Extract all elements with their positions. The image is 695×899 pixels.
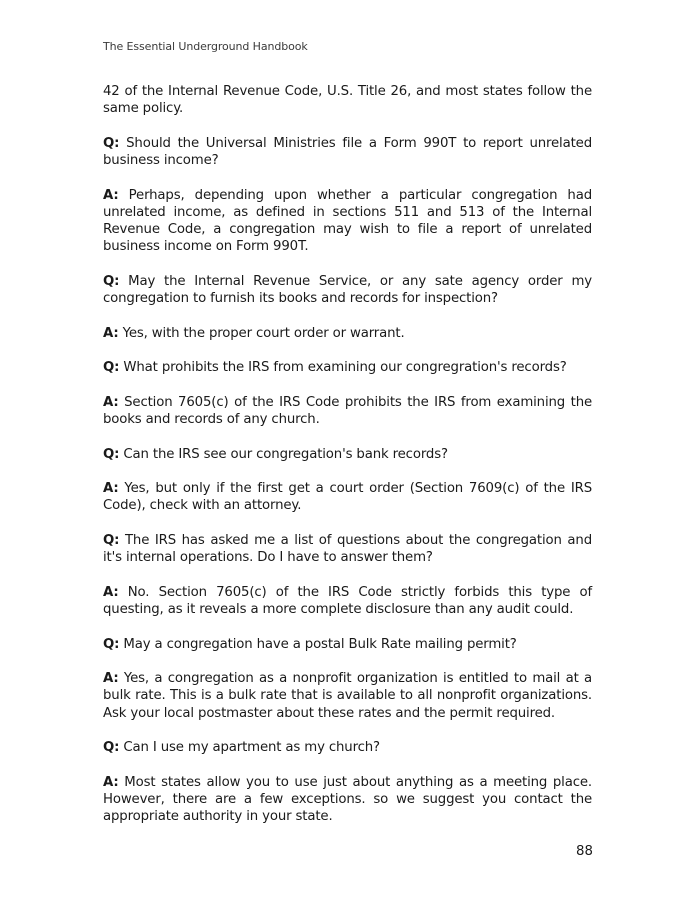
answer-paragraph	[103, 394, 592, 428]
answer-paragraph	[103, 670, 592, 722]
answer-marker: A:	[103, 187, 119, 203]
answer-marker: A:	[103, 671, 119, 687]
question-marker: Q:	[103, 636, 120, 652]
question-paragraph	[103, 273, 592, 307]
question-paragraph	[103, 739, 592, 756]
question-marker: Q:	[103, 135, 120, 151]
answer-marker: A:	[103, 584, 119, 600]
answer-text: Yes, a congregation as a nonprofit organization is entitled to mail at a bulk rate. This is a bulk rate that is available to all nonprofit organizations. Ask your local postmaster about these rates and the permit required.	[103, 671, 592, 721]
question-paragraph	[103, 359, 592, 376]
page-number: 88	[576, 844, 593, 859]
question-paragraph	[103, 636, 592, 653]
paragraph-text: 42 of the Internal Revenue Code, U.S. Title 26, and most states follow the same policy.	[103, 84, 592, 117]
question-paragraph	[103, 532, 592, 566]
running-header: The Essential Underground Handbook	[103, 40, 308, 53]
answer-text: No. Section 7605(c) of the IRS Code strictly forbids this type of questing, as it reveals a more complete disclosure than any audit could.	[103, 584, 592, 617]
question-marker: Q:	[103, 740, 120, 756]
answer-text: Section 7605(c) of the IRS Code prohibits the IRS from examining the books and records of any church.	[103, 394, 592, 427]
answer-paragraph	[103, 774, 592, 826]
question-text: The IRS has asked me a list of questions about the congregation and it's internal operations. Do I have to answer them?	[103, 532, 592, 566]
paragraph-continuation	[103, 83, 592, 117]
question-marker: Q:	[103, 273, 120, 289]
answer-paragraph	[103, 584, 592, 618]
answer-text: Yes, but only if the first get a court order (Section 7609(c) of the IRS Code), check with an attorney.	[103, 481, 592, 514]
question-text: Should the Universal Ministries file a Form 990T to report unrelated business income?	[103, 135, 592, 168]
question-marker: Q:	[103, 360, 120, 376]
answer-text: Yes, with the proper court order or warrant.	[118, 325, 405, 341]
answer-marker: A:	[103, 394, 119, 410]
answer-marker: A:	[103, 481, 119, 497]
question-marker: Q:	[103, 446, 120, 462]
answer-marker: A:	[103, 774, 119, 790]
question-text: Can I use my apartment as my church?	[119, 740, 380, 756]
question-paragraph	[103, 446, 592, 463]
answer-marker: A:	[103, 325, 119, 341]
question-marker: Q:	[103, 532, 120, 548]
question-text: Can the IRS see our congregation's bank records?	[119, 446, 448, 462]
body-text	[103, 83, 592, 843]
question-text: May a congregation have a postal Bulk Rate mailing permit?	[119, 636, 517, 652]
question-paragraph	[103, 135, 592, 169]
question-text: What prohibits the IRS from examining our congregration's records?	[119, 360, 567, 376]
answer-text: Perhaps, depending upon whether a particular congregation had unrelated income, as defined in sections 511 and 513 of the Internal Revenue Code, a congregation may wish to file a report of unrelated business income on Form 990T.	[103, 187, 592, 255]
answer-paragraph	[103, 187, 592, 256]
answer-text: Most states allow you to use just about anything as a meeting place. However, there are a few exceptions. so we suggest you contact the appropriate authority in your state.	[103, 774, 592, 825]
answer-paragraph	[103, 480, 592, 514]
question-text: May the Internal Revenue Service, or any sate agency order my congregation to furnish its books and records for inspection?	[103, 273, 592, 306]
answer-paragraph	[103, 325, 592, 342]
